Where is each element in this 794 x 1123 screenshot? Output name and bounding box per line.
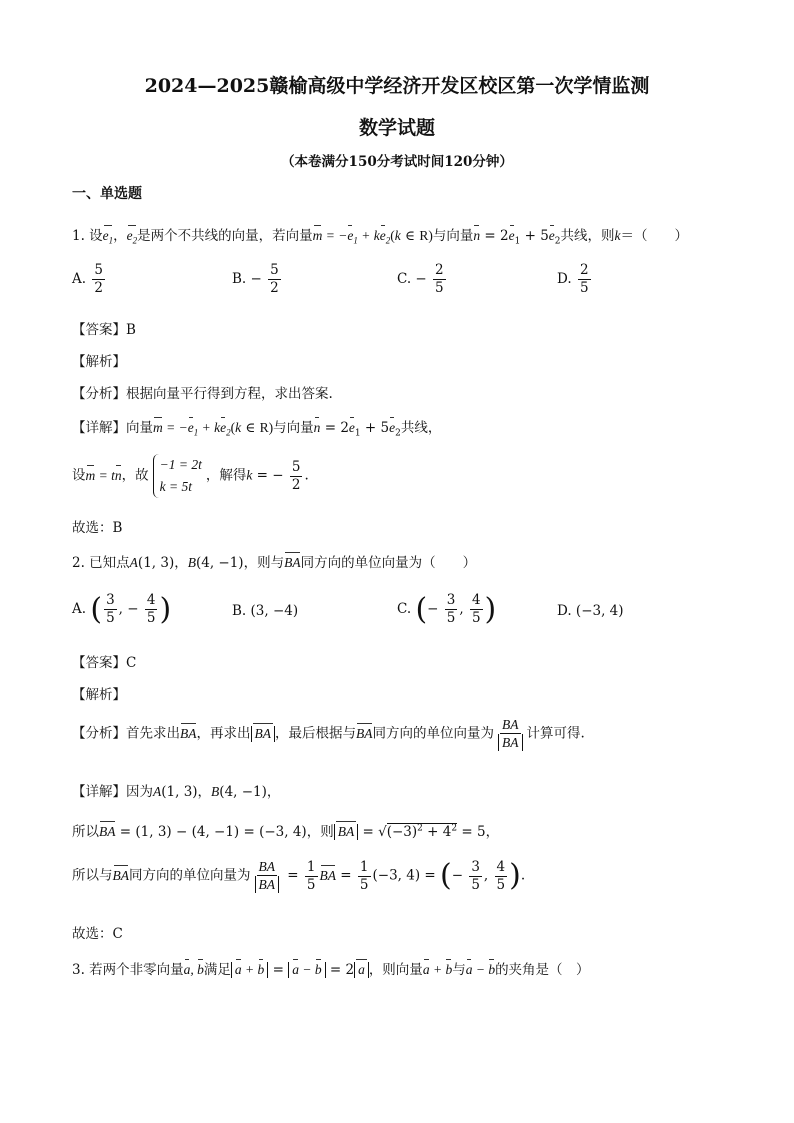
section-heading: 一、单选题 bbox=[72, 186, 142, 202]
document-title: 2024—2025赣榆高级中学经济开发区校区第一次学情监测 bbox=[144, 75, 650, 97]
subject-title: 数学试题 bbox=[358, 117, 435, 139]
q1-option-b[interactable]: B. − $\frac{5}{2}$ bbox=[232, 262, 279, 296]
question-2-stem: 2. 已知点A(1, 3)，B(4, −1)，则与BA同方向的单位向量为（ ） bbox=[72, 555, 477, 571]
exam-note: （本卷满分150分考试时间120分钟） bbox=[281, 154, 513, 170]
q2-option-b[interactable]: B. (3, −4) bbox=[232, 603, 299, 619]
q1-fenxi: 【分析】根据向量平行得到方程，求出答案. bbox=[72, 386, 333, 402]
q1-system: 设m = tn，故−1 = 2t k = 5t，解得k = − $\frac{5}{2}$ . bbox=[72, 454, 309, 498]
q1-choice: 故选：B bbox=[72, 520, 123, 536]
question-3-stem: 3. 若两个非零向量a, b满足 a + b = a − b = 2 a ，则向量a + b与a − b的夹角是（ ） bbox=[72, 962, 590, 978]
q2-choice: 故选：C bbox=[72, 926, 123, 942]
q1-option-d[interactable]: D. $\frac{2}{5}$ bbox=[557, 262, 589, 296]
q2-computation: 所以BA = (1, 3) − (4, −1) = (−3, 4)，则 BA = $√(-3)^2 + 4^2 = 5$， bbox=[72, 823, 500, 840]
question-1-stem: 1. 设$e_1$，$e_2$是两个不共线的向量，若向量$m = -e_1 + ke_2(k$ ∈ R)与向量$n = 2e_1 + 5e_2$共线，则k＝（ ） bbox=[72, 228, 689, 247]
q2-analysis: 【解析】 bbox=[72, 687, 126, 703]
q1-answer: 【答案】B bbox=[72, 322, 136, 338]
q2-detail: 【详解】因为A(1, 3)，B(4, −1)， bbox=[72, 784, 281, 800]
q2-option-c[interactable]: C. (− $\frac{3}{5}$ , $\frac{4}{5}$ ) bbox=[397, 591, 497, 627]
q2-option-d[interactable]: D. (−3, 4) bbox=[557, 603, 624, 619]
q1-option-c[interactable]: C. − $\frac{2}{5}$ bbox=[397, 262, 444, 296]
q1-analysis: 【解析】 bbox=[72, 354, 126, 370]
q1-detail: 【详解】向量$m = -e_1 + ke_2(k$ ∈ R)与向量$n = 2e_1 + 5e_2$共线， bbox=[72, 420, 442, 439]
q2-unit-vector: 所以与BA同方向的单位向量为 $\frac{BA}{BA}$ = $\frac{1}{5}$ BA = $\frac{1}{5}$ (−3, 4) = (− $\frac{3}{5}$ , $\frac{4}{5}$ ). bbox=[72, 858, 526, 893]
q2-answer: 【答案】C bbox=[72, 655, 137, 671]
q1-option-a[interactable]: A. $\frac{5}{2}$ bbox=[72, 262, 103, 296]
q2-fenxi: 【分析】首先求出BA，再求出 BA ，最后根据与BA同方向的单位向量为 $\frac{BA}{BA}$ 计算可得. bbox=[72, 717, 585, 750]
q2-option-a[interactable]: A. ( $\frac{3}{5}$ , − $\frac{4}{5}$ ) bbox=[72, 591, 172, 627]
